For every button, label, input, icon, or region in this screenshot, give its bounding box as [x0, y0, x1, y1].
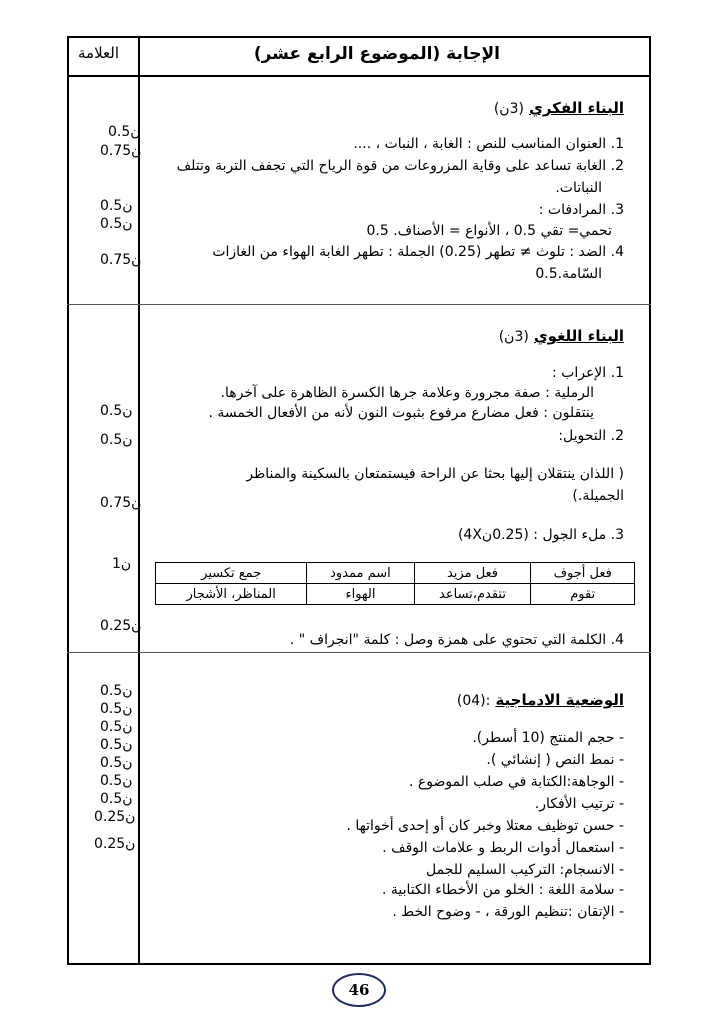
table-header-cell: اسم ممدود [307, 563, 414, 584]
table-header-row [156, 563, 635, 584]
s1-mark-3: 0.5ن [100, 198, 133, 214]
s3-mark-2: 0.5ن [100, 701, 133, 717]
table-header-cell: جمع تكسير [156, 563, 307, 584]
table-cell: تقوم [531, 584, 635, 605]
s1-line-6: 4. الضد : تلوث ≠ تطهر (0.25) الجملة : تطهر الغابة الهواء من الغازات [212, 244, 624, 260]
table-header-cell: فعل مزيد [414, 563, 531, 584]
s3-mark-7: 0.5ن [100, 791, 133, 807]
section2-points: (3ن) [498, 329, 529, 345]
s1-line-7: السّامة.0.5 [535, 266, 602, 282]
s3-line-6: - استعمال أدوات الربط و علامات الوقف . [382, 840, 624, 856]
s3-line-8: - سلامة اللغة : الخلو من الأخطاء الكتابية . [381, 882, 624, 898]
section2-divider [67, 652, 651, 653]
s1-mark-1: 0.5ن [108, 124, 141, 140]
s2-line-2: الرملية : صفة مجرورة وعلامة جرها الكسرة الظاهرة على آخرها. [220, 385, 594, 401]
s2-line-5: ( اللذان ينتقلان إليها بحثا عن الراحة فيستمتعان بالسكينة والمناظر [246, 466, 624, 482]
s2-line-8: 4. الكلمة التي تحتوي على همزة وصل : كلمة "انجراف " . [289, 632, 624, 648]
s2-line-7: 3. ملء الجول : (0.25ن4X) [457, 527, 624, 543]
s2-mark-4: 1ن [112, 556, 132, 572]
section1-divider [67, 304, 651, 305]
header-divider [67, 75, 651, 77]
s2-line-1: 1. الإعراب : [551, 365, 624, 381]
table-header-cell: فعل أجوف [531, 563, 635, 584]
s3-line-4: - ترتيب الأفكار. [534, 796, 624, 812]
s1-line-4: 3. المرادفات : [538, 202, 624, 218]
s1-line-5: تحمي= تقي 0.5 ، الأنواع = الأصناف. 0.5 [366, 223, 612, 239]
section3-points: :(04) [456, 693, 491, 709]
page-title: الإجابة (الموضوع الرابع عشر) [253, 44, 500, 64]
s2-mark-5: 0.25ن [100, 618, 142, 634]
s1-line-3: النباتات. [555, 180, 602, 196]
page-number: 46 [332, 973, 386, 1007]
s3-line-7: - الانسجام: التركيب السليم للجمل [426, 862, 624, 878]
s3-mark-3: 0.5ن [100, 719, 133, 735]
s3-line-2: - نمط النص ( إنشائي ). [486, 752, 624, 768]
morphology-table [155, 562, 635, 605]
s1-mark-5: 0.75ن [100, 252, 142, 268]
section1-title: البناء الفكري [529, 99, 624, 117]
s1-line-2: 2. الغابة تساعد على وقاية المزروعات من قوة الرياح التي تجفف التربة وتتلف [176, 158, 624, 174]
section3-heading [457, 690, 624, 709]
s2-line-3: ينتقلون : فعل مضارع مرفوع بثبوت النون لأنه من الأفعال الخمسة . [208, 405, 594, 421]
s3-line-9: - الإتقان :تنظيم الورقة ، - وضوح الخط . [392, 904, 624, 920]
s2-mark-1: 0.5ن [100, 403, 133, 419]
s3-mark-8: 0.25ن [94, 809, 136, 825]
table-row [156, 584, 635, 605]
s2-line-4: 2. التحويل: [558, 428, 624, 444]
section3-title: الوضعية الادماجية [495, 691, 624, 709]
s3-mark-9: 0.25ن [94, 836, 136, 852]
section2-heading [499, 326, 624, 345]
s2-line-6: الجميلة.) [572, 488, 624, 504]
s3-line-5: - حسن توظيف معتلا وخبر كان أو إحدى أخواتها . [346, 818, 624, 834]
section2-title: البناء اللغوي [533, 327, 624, 345]
table-cell: الهواء [307, 584, 414, 605]
s3-mark-5: 0.5ن [100, 755, 133, 771]
s3-mark-1: 0.5ن [100, 683, 133, 699]
s1-mark-2: 0.75ن [100, 143, 142, 159]
s2-mark-3: 0.75ن [100, 495, 142, 511]
s3-mark-6: 0.5ن [100, 773, 133, 789]
marks-column-header: العلامة [78, 44, 120, 62]
section1-points: (3ن) [493, 101, 524, 117]
s1-mark-4: 0.5ن [100, 216, 133, 232]
s3-mark-4: 0.5ن [100, 737, 133, 753]
s1-line-1: 1. العنوان المناسب للنص : الغابة ، النبات ، .... [353, 136, 624, 152]
table-cell: المناظر، الأشجار [156, 584, 307, 605]
section1-heading [494, 98, 624, 117]
s2-mark-2: 0.5ن [100, 432, 133, 448]
table-cell: تتقدم،تساعد [414, 584, 531, 605]
s3-line-1: - حجم المنتج (10 أسطر). [472, 730, 624, 746]
s3-line-3: - الوجاهة:الكتابة في صلب الموضوع . [408, 774, 624, 790]
